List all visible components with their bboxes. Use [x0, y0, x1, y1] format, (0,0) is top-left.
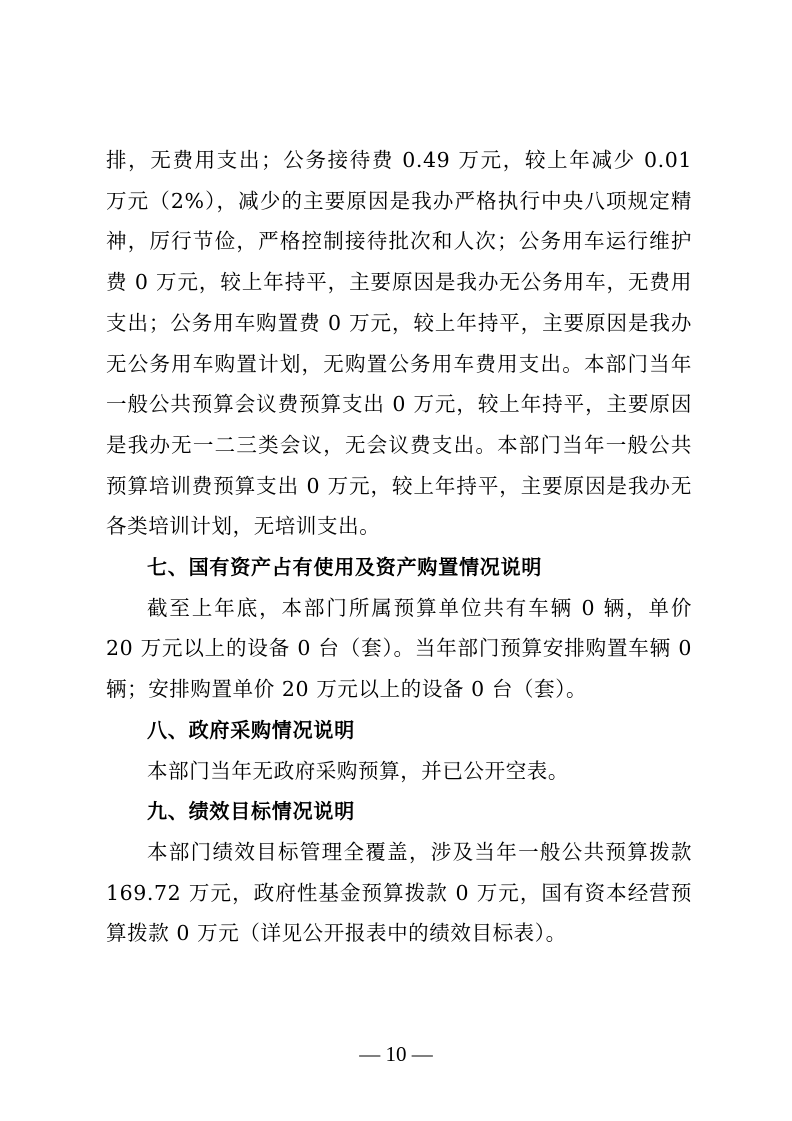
section-8-heading: 八、政府采购情况说明: [147, 717, 355, 742]
page-number: — 10 —: [359, 1042, 433, 1066]
section-7-heading: 七、国有资产占有使用及资产购置情况说明: [147, 555, 543, 580]
paragraph-continuation: 排，无费用支出；公务接待费 0.49 万元，较上年减少 0.01 万元（2%），减少的主要原因是我办严格执行中央八项规定精神，厉行节俭，严格控制接待批次和人次；公务用车运行维护费 0 万元，较上年持平，主要原因是我办无公务用车，无费用支出；公务用车购置费 0 万元，较上年持平，主要原因是我办无公务用车购置计划，无购置公务用车费用支出。本部门当年一般公共预算会议费预算支出 0 万元，较上年持平，主要原因是我办无一二三类会议，无会议费支出。本部门当年一般公共预算培训费预算支出 0 万元，较上年持平，主要原因是我办无各类培训计划，无培训支出。: [106, 148, 692, 539]
section-9-heading: 九、绩效目标情况说明: [147, 799, 355, 824]
section-8-paragraph: 本部门当年无政府采购预算，并已公开空表。: [147, 758, 569, 783]
section-7-paragraph: 截至上年底，本部门所属预算单位共有车辆 0 辆，单价 20 万元以上的设备 0 台（套）。当年部门预算安排购置车辆 0 辆；安排购置单价 20 万元以上的设备 0 台（套）。: [106, 595, 692, 702]
section-9-paragraph: 本部门绩效目标管理全覆盖，涉及当年一般公共预算拨款 169.72 万元，政府性基金预算拨款 0 万元，国有资本经营预算拨款 0 万元（详见公开报表中的绩效目标表）。: [106, 839, 692, 946]
document-body: [106, 140, 692, 954]
